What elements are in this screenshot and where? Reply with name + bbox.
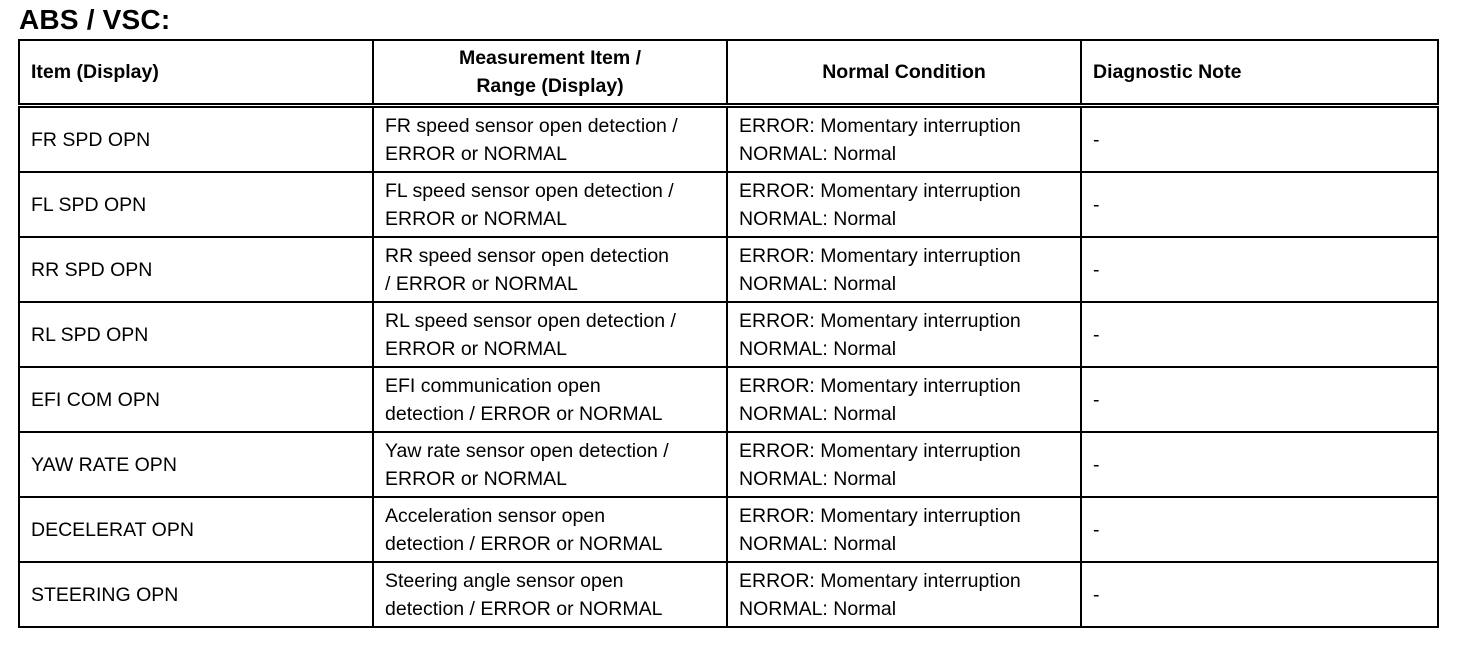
cell-normal: [727, 106, 1081, 173]
cell-measurement-line1: Acceleration sensor open: [385, 504, 606, 527]
cell-normal-line2: NORMAL: Normal: [739, 142, 897, 165]
header-measurement: [373, 40, 727, 106]
cell-measurement-line1: Yaw rate sensor open detection /: [385, 439, 669, 462]
header-measurement-line2: Range (Display): [476, 75, 624, 97]
cell-normal-line1: ERROR: Momentary interruption: [739, 179, 1021, 202]
cell-measurement-line2: detection / ERROR or NORMAL: [385, 597, 663, 620]
cell-item: FR SPD OPN: [19, 106, 373, 173]
cell-measurement-line2: / ERROR or NORMAL: [385, 272, 578, 295]
cell-note: -: [1081, 367, 1438, 432]
cell-normal-line1: ERROR: Momentary interruption: [739, 309, 1021, 332]
cell-item: STEERING OPN: [19, 562, 373, 627]
table-row: [19, 562, 1438, 627]
cell-measurement: [373, 497, 727, 562]
cell-measurement: [373, 106, 727, 173]
cell-measurement-line1: EFI communication open: [385, 374, 601, 397]
cell-normal-line1: ERROR: Momentary interruption: [739, 504, 1021, 527]
table-row: [19, 497, 1438, 562]
cell-normal: [727, 497, 1081, 562]
cell-note: -: [1081, 497, 1438, 562]
table-row: [19, 432, 1438, 497]
cell-measurement-line2: ERROR or NORMAL: [385, 337, 568, 360]
cell-measurement: [373, 562, 727, 627]
cell-normal-line2: NORMAL: Normal: [739, 402, 897, 425]
cell-normal-line2: NORMAL: Normal: [739, 207, 897, 230]
cell-normal: [727, 432, 1081, 497]
cell-normal: [727, 172, 1081, 237]
table-row: [19, 106, 1438, 173]
cell-normal-line2: NORMAL: Normal: [739, 532, 897, 555]
cell-measurement-line2: ERROR or NORMAL: [385, 207, 568, 230]
header-measurement-line1: Measurement Item /: [458, 47, 642, 69]
cell-measurement-line2: ERROR or NORMAL: [385, 142, 568, 165]
cell-normal: [727, 562, 1081, 627]
cell-normal-line2: NORMAL: Normal: [739, 467, 897, 490]
cell-note: -: [1081, 432, 1438, 497]
cell-measurement-line1: FR speed sensor open detection /: [385, 114, 678, 137]
cell-measurement-line1: Steering angle sensor open: [385, 569, 624, 592]
header-normal-condition: Normal Condition: [727, 40, 1081, 106]
cell-normal: [727, 302, 1081, 367]
table-row: [19, 237, 1438, 302]
cell-note: -: [1081, 302, 1438, 367]
cell-normal: [727, 367, 1081, 432]
cell-normal: [727, 237, 1081, 302]
cell-item: DECELERAT OPN: [19, 497, 373, 562]
table-row: [19, 302, 1438, 367]
table-row: [19, 367, 1438, 432]
cell-normal-line2: NORMAL: Normal: [739, 597, 897, 620]
cell-note: -: [1081, 106, 1438, 173]
cell-normal-line1: ERROR: Momentary interruption: [739, 439, 1021, 462]
table-header-row: [19, 40, 1438, 106]
cell-normal-line1: ERROR: Momentary interruption: [739, 244, 1021, 267]
cell-note: -: [1081, 562, 1438, 627]
cell-item: EFI COM OPN: [19, 367, 373, 432]
cell-normal-line1: ERROR: Momentary interruption: [739, 569, 1021, 592]
cell-note: -: [1081, 237, 1438, 302]
cell-measurement: [373, 172, 727, 237]
header-diagnostic-note: Diagnostic Note: [1081, 40, 1438, 106]
cell-measurement-line1: FL speed sensor open detection /: [385, 179, 674, 202]
cell-measurement: [373, 367, 727, 432]
cell-measurement-line1: RR speed sensor open detection: [385, 244, 670, 267]
header-item: Item (Display): [19, 40, 373, 106]
cell-measurement: [373, 237, 727, 302]
cell-normal-line2: NORMAL: Normal: [739, 272, 897, 295]
cell-normal-line1: ERROR: Momentary interruption: [739, 374, 1021, 397]
cell-measurement: [373, 432, 727, 497]
cell-measurement-line1: RL speed sensor open detection /: [385, 309, 676, 332]
table-row: [19, 172, 1438, 237]
cell-measurement-line2: detection / ERROR or NORMAL: [385, 402, 663, 425]
cell-item: RL SPD OPN: [19, 302, 373, 367]
diagnostic-table: [18, 39, 1439, 628]
cell-measurement-line2: ERROR or NORMAL: [385, 467, 568, 490]
cell-normal-line1: ERROR: Momentary interruption: [739, 114, 1021, 137]
cell-normal-line2: NORMAL: Normal: [739, 337, 897, 360]
cell-item: FL SPD OPN: [19, 172, 373, 237]
cell-item: YAW RATE OPN: [19, 432, 373, 497]
cell-measurement-line2: detection / ERROR or NORMAL: [385, 532, 663, 555]
cell-measurement: [373, 302, 727, 367]
cell-item: RR SPD OPN: [19, 237, 373, 302]
page-title: ABS / VSC:: [19, 4, 171, 35]
cell-note: -: [1081, 172, 1438, 237]
